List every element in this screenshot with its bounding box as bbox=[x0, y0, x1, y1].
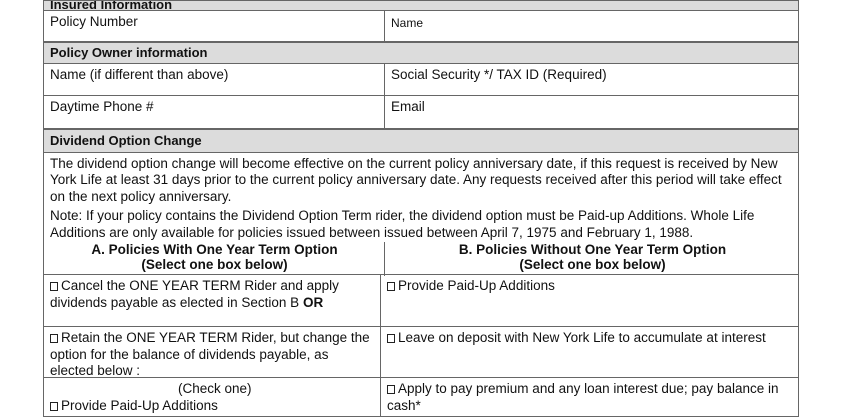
column-a-title: A. Policies With One Year Term Option bbox=[91, 242, 338, 257]
email-field[interactable] bbox=[385, 96, 800, 128]
policy-number-label: Policy Number bbox=[50, 14, 138, 29]
checkbox-b1[interactable] bbox=[387, 282, 395, 291]
option-a2-label: Retain the ONE YEAR TERM Rider, but change the option for the balance of dividends payable, as elected below : bbox=[50, 330, 370, 378]
checkbox-b2[interactable] bbox=[387, 334, 395, 343]
option-b1-label: Provide Paid-Up Additions bbox=[398, 278, 555, 293]
option-a2[interactable] bbox=[44, 327, 381, 377]
column-divider bbox=[384, 242, 385, 276]
ssn-field[interactable] bbox=[385, 64, 800, 95]
check-one-label: (Check one) bbox=[178, 381, 252, 396]
column-b-subtitle: (Select one box below) bbox=[519, 257, 666, 272]
option-b2[interactable] bbox=[381, 327, 800, 377]
daytime-phone-field[interactable] bbox=[44, 96, 385, 128]
column-b-title: B. Policies Without One Year Term Option bbox=[458, 242, 727, 257]
option-row-2 bbox=[43, 326, 799, 378]
insured-info-title: Insured Information bbox=[50, 0, 173, 11]
option-b3[interactable] bbox=[381, 378, 800, 416]
dividend-header bbox=[43, 129, 799, 153]
owner-info-header bbox=[43, 42, 799, 64]
daytime-phone-label: Daytime Phone # bbox=[50, 99, 154, 114]
email-label: Email bbox=[391, 99, 425, 114]
ssn-label: Social Security */ TAX ID (Required) bbox=[391, 67, 607, 82]
column-b-header bbox=[385, 242, 800, 276]
checkbox-b3[interactable] bbox=[387, 385, 395, 394]
option-a1-label: Cancel the ONE YEAR TERM Rider and apply dividends payable as elected in Section B bbox=[50, 278, 339, 310]
checkbox-a3-sub1[interactable] bbox=[50, 402, 58, 411]
insured-fields-row bbox=[43, 10, 799, 42]
owner-name-label: Name (if different than above) bbox=[50, 67, 229, 82]
checkbox-a2[interactable] bbox=[50, 334, 58, 343]
owner-name-field[interactable] bbox=[44, 64, 385, 95]
option-a3-sub1[interactable] bbox=[50, 398, 374, 415]
option-row-1 bbox=[43, 274, 799, 327]
option-row-3 bbox=[43, 377, 799, 417]
insured-name-field[interactable] bbox=[385, 11, 800, 41]
owner-name-row bbox=[43, 63, 799, 96]
option-a1[interactable] bbox=[44, 275, 381, 326]
option-a1-or: OR bbox=[302, 294, 324, 310]
dividend-paragraph: The dividend option change will become effective on the current policy anniversary date, if this request is received by New York Life at least 31 days prior to the current policy anniversary date. Any requests received after this period will take effect on the next policy anniversary. bbox=[50, 156, 782, 204]
option-a3 bbox=[44, 378, 381, 416]
insured-name-label: Name bbox=[391, 16, 424, 30]
owner-contact-row bbox=[43, 95, 799, 129]
dividend-change-form bbox=[43, 0, 801, 413]
checkbox-a1[interactable] bbox=[50, 282, 58, 291]
option-b3-label: Apply to pay premium and any loan interest due; pay balance in cash* bbox=[387, 381, 779, 413]
option-b2-label: Leave on deposit with New York Life to accumulate at interest bbox=[398, 330, 766, 345]
owner-info-title: Policy Owner information bbox=[50, 45, 208, 60]
column-a-subtitle: (Select one box below) bbox=[141, 257, 288, 272]
option-a3-sub1-label: Provide Paid-Up Additions bbox=[61, 397, 218, 413]
column-a-header bbox=[44, 242, 385, 276]
option-b1[interactable] bbox=[381, 275, 800, 326]
dividend-note: Note: If your policy contains the Dividend Option Term rider, the dividend option must be Paid-up Additions. Whole Life Additions are only available for policies issued between issued between April 7, 1975 and February 1, 1988. bbox=[50, 208, 755, 240]
policy-number-field[interactable] bbox=[44, 11, 385, 41]
dividend-info-block bbox=[43, 152, 799, 275]
dividend-title: Dividend Option Change bbox=[50, 133, 202, 148]
